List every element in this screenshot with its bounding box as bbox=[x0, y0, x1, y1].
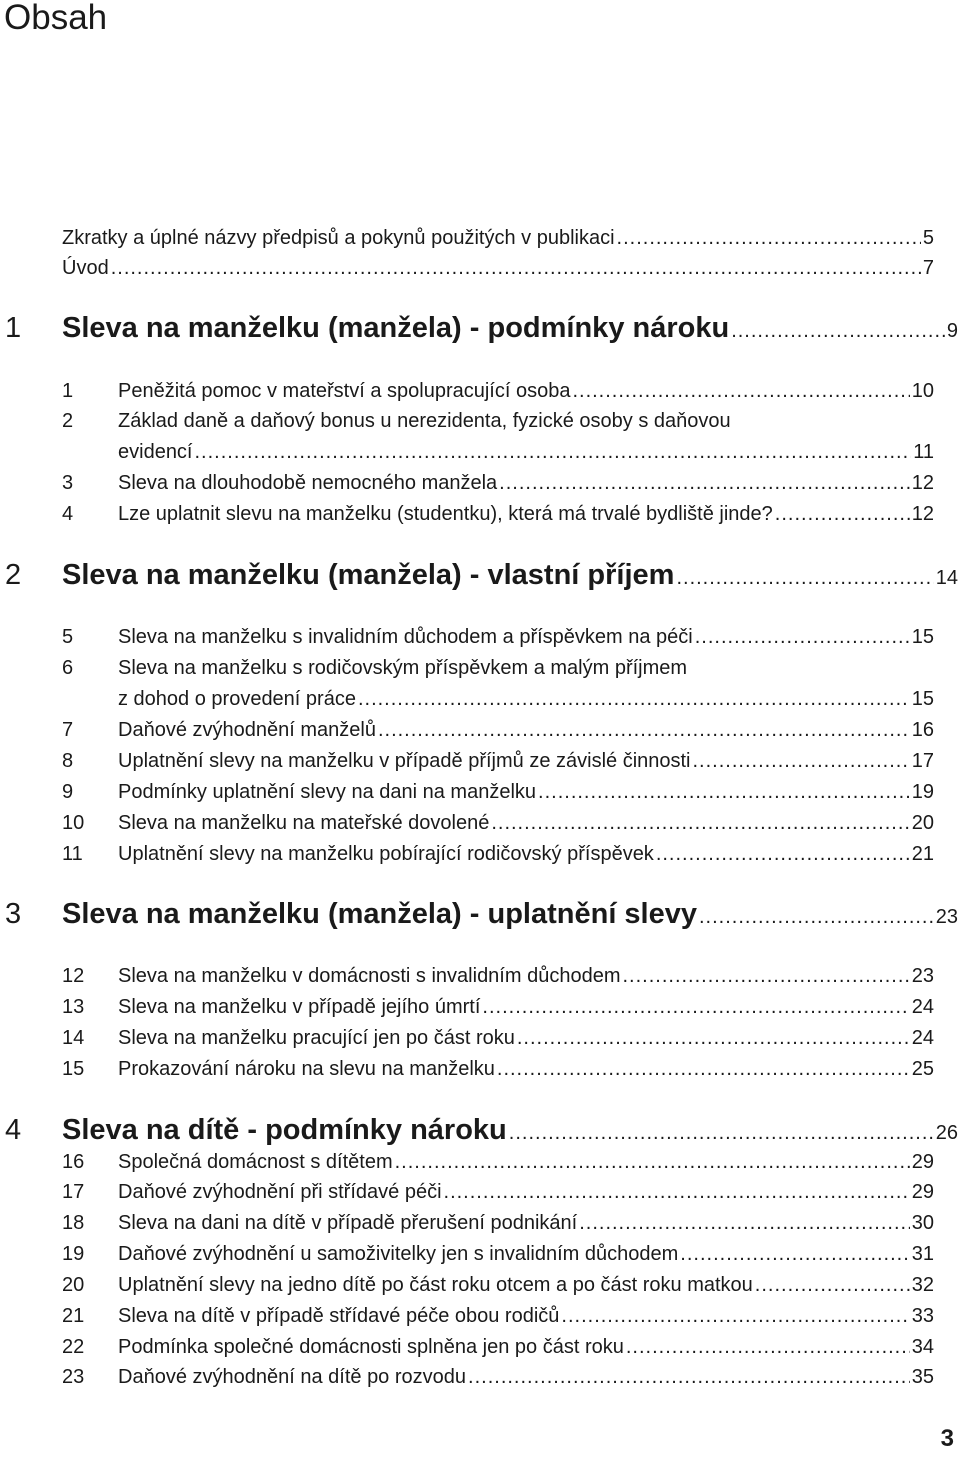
toc-page-number: 5 bbox=[922, 227, 934, 249]
toc-entry-label: Sleva na dani na dítě v případě přerušení podnikání bbox=[118, 1212, 578, 1234]
entry-number: 1 bbox=[62, 380, 74, 402]
dot-leader bbox=[579, 1208, 910, 1238]
toc-entry-4[interactable] bbox=[0, 499, 960, 529]
toc-entry-2[interactable] bbox=[0, 406, 960, 436]
toc-entry-13[interactable] bbox=[0, 992, 960, 1022]
toc-page-number: 20 bbox=[911, 812, 934, 834]
toc-page-number: 23 bbox=[911, 965, 934, 987]
toc-entry-label: Sleva na manželku s invalidním důchodem a příspěvkem na péči bbox=[118, 626, 693, 648]
entry-number: 2 bbox=[62, 410, 74, 432]
dot-leader bbox=[626, 1332, 910, 1362]
dot-leader bbox=[693, 746, 910, 776]
toc-entry-label: Prokazování nároku na slevu na manželku bbox=[118, 1058, 495, 1080]
toc-chapter-3[interactable] bbox=[0, 892, 960, 936]
toc-page-number: 24 bbox=[911, 996, 934, 1018]
toc-entry-label: Sleva na manželku na mateřské dovolené bbox=[118, 812, 490, 834]
toc-entry-label-continued: evidencí bbox=[118, 441, 193, 463]
toc-page-number: 25 bbox=[911, 1058, 934, 1080]
toc-entry-6[interactable] bbox=[0, 653, 960, 683]
toc-entry-2-continued[interactable] bbox=[0, 437, 960, 467]
toc-entry-label: Lze uplatnit slevu na manželku (studentku), která má trvalé bydliště jinde? bbox=[118, 503, 773, 525]
toc-entry-12[interactable] bbox=[0, 961, 960, 991]
dot-leader bbox=[111, 253, 921, 283]
entry-number: 3 bbox=[62, 472, 74, 494]
chapter-title: Sleva na manželku (manžela) - uplatnění slevy bbox=[62, 898, 697, 930]
dot-leader bbox=[491, 808, 909, 838]
toc-entry-14[interactable] bbox=[0, 1023, 960, 1053]
toc-entry-16[interactable] bbox=[0, 1147, 960, 1177]
toc-entry-label: Sleva na manželku s rodičovským příspěvkem a malým příjmem bbox=[118, 657, 688, 679]
toc-entry-label: Peněžitá pomoc v mateřství a spolupracující osoba bbox=[118, 380, 571, 402]
dot-leader bbox=[731, 309, 945, 353]
toc-entry-label: Základ daně a daňový bonus u nerezidenta, fyzické osoby s daňovou bbox=[118, 410, 731, 432]
entry-number: 19 bbox=[62, 1243, 85, 1265]
dot-leader bbox=[195, 437, 912, 467]
entry-number: 21 bbox=[62, 1305, 85, 1327]
toc-chapter-2[interactable] bbox=[0, 553, 960, 597]
toc-page-number: 29 bbox=[911, 1151, 934, 1173]
chapter-number: 2 bbox=[5, 559, 22, 591]
entry-number: 7 bbox=[62, 719, 74, 741]
toc-page-number: 31 bbox=[911, 1243, 934, 1265]
dot-leader bbox=[676, 556, 933, 600]
toc-entry-label: Uplatnění slevy na jedno dítě po část roku otcem a po část roku matkou bbox=[118, 1274, 753, 1296]
chapter-number: 3 bbox=[5, 898, 22, 930]
dot-leader bbox=[755, 1270, 910, 1300]
entry-number: 16 bbox=[62, 1151, 85, 1173]
dot-leader bbox=[358, 684, 910, 714]
toc-entry-label: Sleva na manželku pracující jen po část roku bbox=[118, 1027, 515, 1049]
toc-entry-label: Sleva na manželku v případě jejího úmrtí bbox=[118, 996, 481, 1018]
dot-leader bbox=[468, 1362, 910, 1392]
chapter-number: 4 bbox=[5, 1114, 22, 1146]
toc-entry-label: Společná domácnost s dítětem bbox=[118, 1151, 393, 1173]
toc-entry-5[interactable] bbox=[0, 622, 960, 652]
dot-leader bbox=[680, 1239, 909, 1269]
toc-page-number: 15 bbox=[911, 626, 934, 648]
toc-entry-11[interactable] bbox=[0, 839, 960, 869]
toc-page-number: 14 bbox=[935, 567, 958, 589]
toc-page-number: 17 bbox=[911, 750, 934, 772]
toc-entry-label: Zkratky a úplné názvy předpisů a pokynů použitých v publikaci bbox=[62, 227, 615, 249]
entry-number: 8 bbox=[62, 750, 74, 772]
toc-page-number: 15 bbox=[911, 688, 934, 710]
toc-entry-label-continued: z dohod o provedení práce bbox=[118, 688, 356, 710]
toc-entry-18[interactable] bbox=[0, 1208, 960, 1238]
dot-leader bbox=[538, 777, 910, 807]
toc-entry-1[interactable] bbox=[0, 376, 960, 406]
toc-chapter-4[interactable] bbox=[0, 1108, 960, 1152]
page-title: Obsah bbox=[4, 0, 108, 37]
chapter-title: Sleva na manželku (manžela) - podmínky nároku bbox=[62, 312, 730, 344]
toc-entry-8[interactable] bbox=[0, 746, 960, 776]
dot-leader bbox=[699, 895, 934, 939]
toc-page-number: 26 bbox=[935, 1122, 958, 1144]
chapter-title: Sleva na manželku (manžela) - vlastní příjem bbox=[62, 559, 675, 591]
entry-number: 13 bbox=[62, 996, 85, 1018]
toc-entry-label: Daňové zvýhodnění u samoživitelky jen s invalidním důchodem bbox=[118, 1243, 679, 1265]
toc-entry-label: Uplatnění slevy na manželku pobírající rodičovský příspěvek bbox=[118, 843, 654, 865]
toc-page-number: 33 bbox=[911, 1305, 934, 1327]
dot-leader bbox=[775, 499, 910, 529]
toc-page-number: 11 bbox=[913, 441, 934, 463]
dot-leader bbox=[482, 992, 909, 1022]
entry-number: 11 bbox=[62, 843, 83, 865]
toc-entry-17[interactable] bbox=[0, 1177, 960, 1207]
toc-entry-introduction[interactable] bbox=[0, 253, 960, 283]
dot-leader bbox=[395, 1147, 910, 1177]
dot-leader bbox=[617, 223, 921, 253]
entry-number: 20 bbox=[62, 1274, 85, 1296]
toc-page-number: 19 bbox=[911, 781, 934, 803]
dot-leader bbox=[444, 1177, 910, 1207]
entry-number: 18 bbox=[62, 1212, 85, 1234]
toc-entry-label: Uplatnění slevy na manželku v případě příjmů ze závislé činnosti bbox=[118, 750, 691, 772]
toc-entry-label: Podmínka společné domácnosti splněna jen po část roku bbox=[118, 1336, 624, 1358]
dot-leader bbox=[561, 1301, 909, 1331]
toc-chapter-1[interactable] bbox=[0, 306, 960, 350]
entry-number: 22 bbox=[62, 1336, 85, 1358]
dot-leader bbox=[517, 1023, 910, 1053]
toc-page-number: 16 bbox=[911, 719, 934, 741]
toc-entry-label: Daňové zvýhodnění při střídavé péči bbox=[118, 1181, 442, 1203]
toc-entry-7[interactable] bbox=[0, 715, 960, 745]
toc-entry-15[interactable] bbox=[0, 1054, 960, 1084]
dot-leader bbox=[622, 961, 909, 991]
toc-page-number: 9 bbox=[946, 320, 958, 342]
toc-entry-21[interactable] bbox=[0, 1301, 960, 1331]
dot-leader bbox=[572, 376, 909, 406]
toc-entry-6-continued[interactable] bbox=[0, 684, 960, 714]
toc-page-number: 21 bbox=[911, 843, 934, 865]
entry-number: 12 bbox=[62, 965, 85, 987]
toc-entry-20[interactable] bbox=[0, 1270, 960, 1300]
toc-entry-label: Podmínky uplatnění slevy na dani na manželku bbox=[118, 781, 537, 803]
dot-leader bbox=[378, 715, 910, 745]
toc-entry-label: Úvod bbox=[62, 257, 109, 279]
dot-leader bbox=[695, 622, 910, 652]
page-number-footer: 3 bbox=[940, 1425, 954, 1452]
toc-entry-label: Sleva na manželku v domácnosti s invalidním důchodem bbox=[118, 965, 621, 987]
toc-page-number: 35 bbox=[911, 1366, 934, 1388]
toc-entry-10[interactable] bbox=[0, 808, 960, 838]
toc-entry-label: Daňové zvýhodnění manželů bbox=[118, 719, 376, 741]
toc-entry-19[interactable] bbox=[0, 1239, 960, 1269]
toc-page-number: 30 bbox=[911, 1212, 934, 1234]
entry-number: 15 bbox=[62, 1058, 85, 1080]
entry-number: 4 bbox=[62, 503, 74, 525]
toc-page-number: 12 bbox=[911, 472, 934, 494]
toc-entry-abbreviations[interactable] bbox=[0, 223, 960, 253]
toc-page-number: 34 bbox=[911, 1336, 934, 1358]
toc-page-number: 7 bbox=[922, 257, 934, 279]
entry-number: 6 bbox=[62, 657, 74, 679]
dot-leader bbox=[497, 1054, 910, 1084]
dot-leader bbox=[499, 468, 910, 498]
toc-entry-9[interactable] bbox=[0, 777, 960, 807]
dot-leader bbox=[656, 839, 910, 869]
entry-number: 17 bbox=[62, 1181, 85, 1203]
toc-page-number: 29 bbox=[911, 1181, 934, 1203]
toc-page-number: 12 bbox=[911, 503, 934, 525]
toc-page-number: 10 bbox=[911, 380, 934, 402]
toc-entry-23[interactable] bbox=[0, 1362, 960, 1392]
toc-entry-label: Sleva na dítě v případě střídavé péče obou rodičů bbox=[118, 1305, 560, 1327]
entry-number: 9 bbox=[62, 781, 74, 803]
toc-page-number: 23 bbox=[935, 906, 958, 928]
entry-number: 14 bbox=[62, 1027, 85, 1049]
toc-entry-label: Daňové zvýhodnění na dítě po rozvodu bbox=[118, 1366, 467, 1388]
entry-number: 10 bbox=[62, 812, 85, 834]
entry-number: 5 bbox=[62, 626, 74, 648]
toc-page-number: 24 bbox=[911, 1027, 934, 1049]
chapter-title: Sleva na dítě - podmínky nároku bbox=[62, 1114, 507, 1146]
toc-entry-label: Sleva na dlouhodobě nemocného manžela bbox=[118, 472, 498, 494]
chapter-number: 1 bbox=[5, 312, 22, 344]
entry-number: 23 bbox=[62, 1366, 85, 1388]
toc-entry-22[interactable] bbox=[0, 1332, 960, 1362]
toc-entry-3[interactable] bbox=[0, 468, 960, 498]
toc-page-number: 32 bbox=[911, 1274, 934, 1296]
